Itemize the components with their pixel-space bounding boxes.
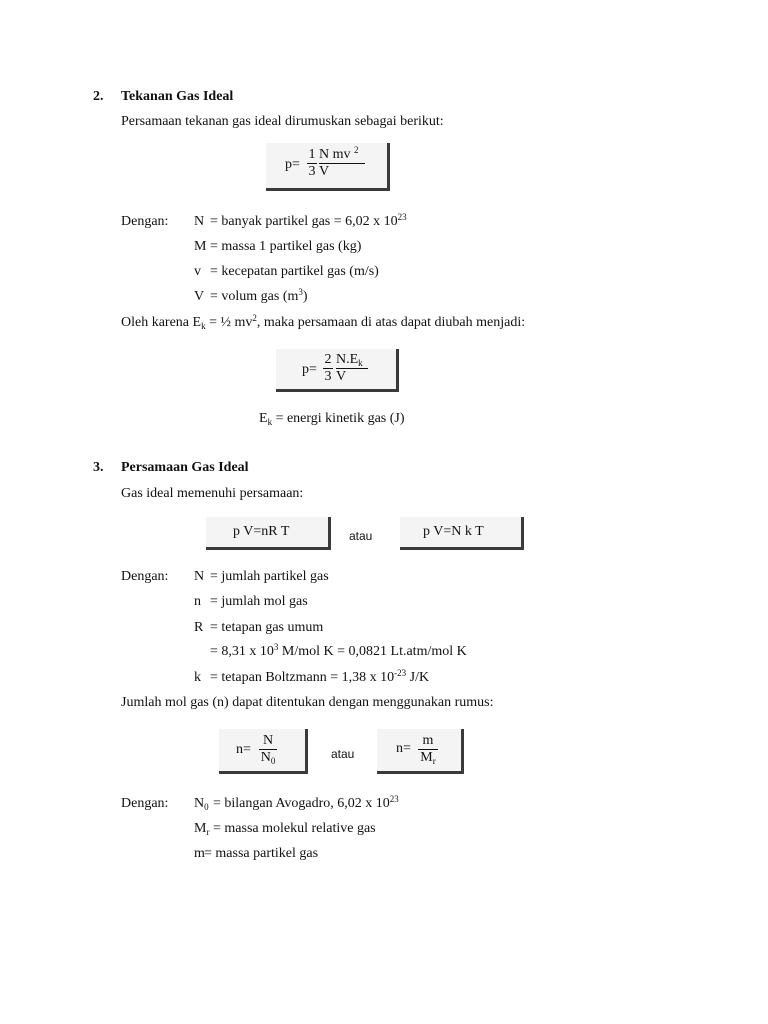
denominator-subscript: 0 [270, 756, 276, 766]
section-3-title: Persamaan Gas Ideal [121, 460, 249, 475]
value-exponent: 3 [273, 642, 279, 652]
desc-exponent: 23 [389, 794, 399, 804]
sentence-part: Oleh karena E [121, 315, 202, 330]
atau-label-1: atau [349, 529, 373, 543]
section-2-intro: Persamaan tekanan gas ideal dirumuskan sebagai berikut: [121, 114, 444, 129]
symbol-text: M [194, 821, 207, 836]
variable-description: = kecepatan partikel gas (m/s) [210, 264, 379, 279]
formula-pv-nrt-box [206, 517, 331, 550]
variable-description: = tetapan gas umum [210, 620, 324, 635]
variable-description: = massa 1 partikel gas (kg) [210, 239, 362, 254]
value-exponent: -23 [394, 668, 407, 678]
denominator-text: N [260, 750, 271, 765]
fraction-denominator: V [336, 369, 347, 384]
value-tail: M/mol K = 0,0821 Lt.atm/mol K [278, 644, 467, 659]
numerator-text: N mv [319, 147, 351, 162]
variable-symbol: N [194, 214, 205, 229]
fraction-two-thirds [323, 353, 333, 384]
variable-description: = massa molekul relative gas [213, 821, 376, 836]
kinetic-energy-sentence [121, 315, 525, 331]
formula-n-over-n0-box [219, 729, 308, 774]
symbol-subscript: 0 [204, 802, 209, 812]
denominator-subscript: r [432, 756, 436, 766]
variable-symbol: v [194, 264, 201, 279]
formula-pressure-ek-box [276, 349, 399, 392]
fraction-numerator [336, 353, 368, 367]
fraction-denominator: 3 [324, 369, 332, 384]
variable-symbol: M [194, 239, 207, 254]
formula-lhs: p= [285, 157, 300, 172]
superscript: 2 [252, 313, 257, 323]
desc-exponent: 23 [397, 212, 407, 222]
section-3-intro: Gas ideal memenuhi persamaan: [121, 486, 304, 501]
def-symbol: E [259, 411, 268, 426]
variable-symbol [194, 796, 209, 812]
fraction-m-over-mr [418, 734, 438, 765]
value-text: = tetapan Boltzmann = 1,38 x 10 [210, 670, 395, 685]
variable-description: = jumlah partikel gas [210, 569, 329, 584]
section-2-number: 2. [93, 89, 104, 104]
symbol-text: N [194, 796, 205, 811]
formula-lhs: p= [302, 362, 317, 377]
formula-pressure-box [266, 143, 390, 191]
gas-constant-value [210, 644, 467, 660]
variable-symbol [194, 821, 209, 837]
def-subscript: k [267, 417, 273, 427]
desc-text: = banyak partikel gas = 6,02 x 10 [210, 214, 398, 229]
numerator-text: N.E [336, 352, 359, 367]
variable-symbol: n [194, 594, 201, 609]
fraction-numerator: 2 [324, 352, 332, 367]
boltzmann-constant [210, 670, 429, 686]
fraction-numerator: 1 [308, 147, 316, 162]
variable-symbol: m [194, 846, 205, 861]
desc-tail: ) [302, 289, 308, 304]
mol-intro: Jumlah mol gas (n) dapat ditentukan dengan menggunakan rumus: [121, 695, 494, 710]
desc-exponent: 3 [298, 287, 303, 297]
fraction-one-third [307, 148, 317, 179]
formula-lhs: n= [396, 741, 411, 756]
fraction-denominator [418, 751, 438, 765]
variable-description: = jumlah mol gas [210, 594, 308, 609]
sentence-part: = ½ mv [205, 315, 253, 330]
dengan-label-1: Dengan: [121, 214, 169, 229]
variable-description: = massa partikel gas [204, 846, 319, 861]
fraction-denominator: 3 [308, 164, 316, 179]
subscript: k [201, 321, 206, 331]
variable-symbol: V [194, 289, 205, 304]
dengan-label-3: Dengan: [121, 796, 169, 811]
formula-pv-nkt-box [400, 517, 524, 550]
dengan-label-2: Dengan: [121, 569, 169, 584]
variable-description [213, 796, 399, 812]
fraction-numerator: m [422, 733, 434, 748]
fraction-denominator: V [319, 164, 330, 179]
numerator-subscript: k [358, 358, 363, 368]
fraction-denominator [259, 751, 277, 765]
formula-lhs: n= [236, 742, 251, 757]
sentence-part: , maka persamaan di atas dapat diubah menjadi: [256, 315, 526, 330]
value-text: = 8,31 x 10 [210, 644, 274, 659]
fraction-nmv-over-v [319, 145, 365, 179]
atau-label-2: atau [331, 747, 355, 761]
variable-symbol: k [194, 670, 201, 685]
variable-description [210, 214, 407, 230]
variable-description [210, 289, 308, 305]
desc-text: = bilangan Avogadro, 6,02 x 10 [213, 796, 390, 811]
kinetic-energy-definition [259, 411, 405, 427]
def-text: = energi kinetik gas (J) [272, 411, 405, 426]
formula-text: p V=nR T [233, 524, 290, 539]
section-3-number: 3. [93, 460, 104, 475]
fraction-numerator [319, 145, 365, 162]
formula-text: p V=N k T [423, 524, 484, 539]
denominator-text: M [420, 750, 433, 765]
symbol-subscript: r [206, 827, 210, 837]
value-tail: J/K [406, 670, 430, 685]
desc-text: = volum gas (m [210, 289, 299, 304]
variable-symbol: N [194, 569, 205, 584]
fraction-nek-over-v [336, 353, 368, 384]
section-2-title: Tekanan Gas Ideal [121, 89, 234, 104]
variable-symbol: R [194, 620, 204, 635]
fraction-n-over-n0 [259, 734, 277, 765]
exponent: 2 [354, 145, 359, 155]
fraction-numerator: N [262, 733, 274, 748]
formula-m-over-mr-box [377, 729, 464, 774]
